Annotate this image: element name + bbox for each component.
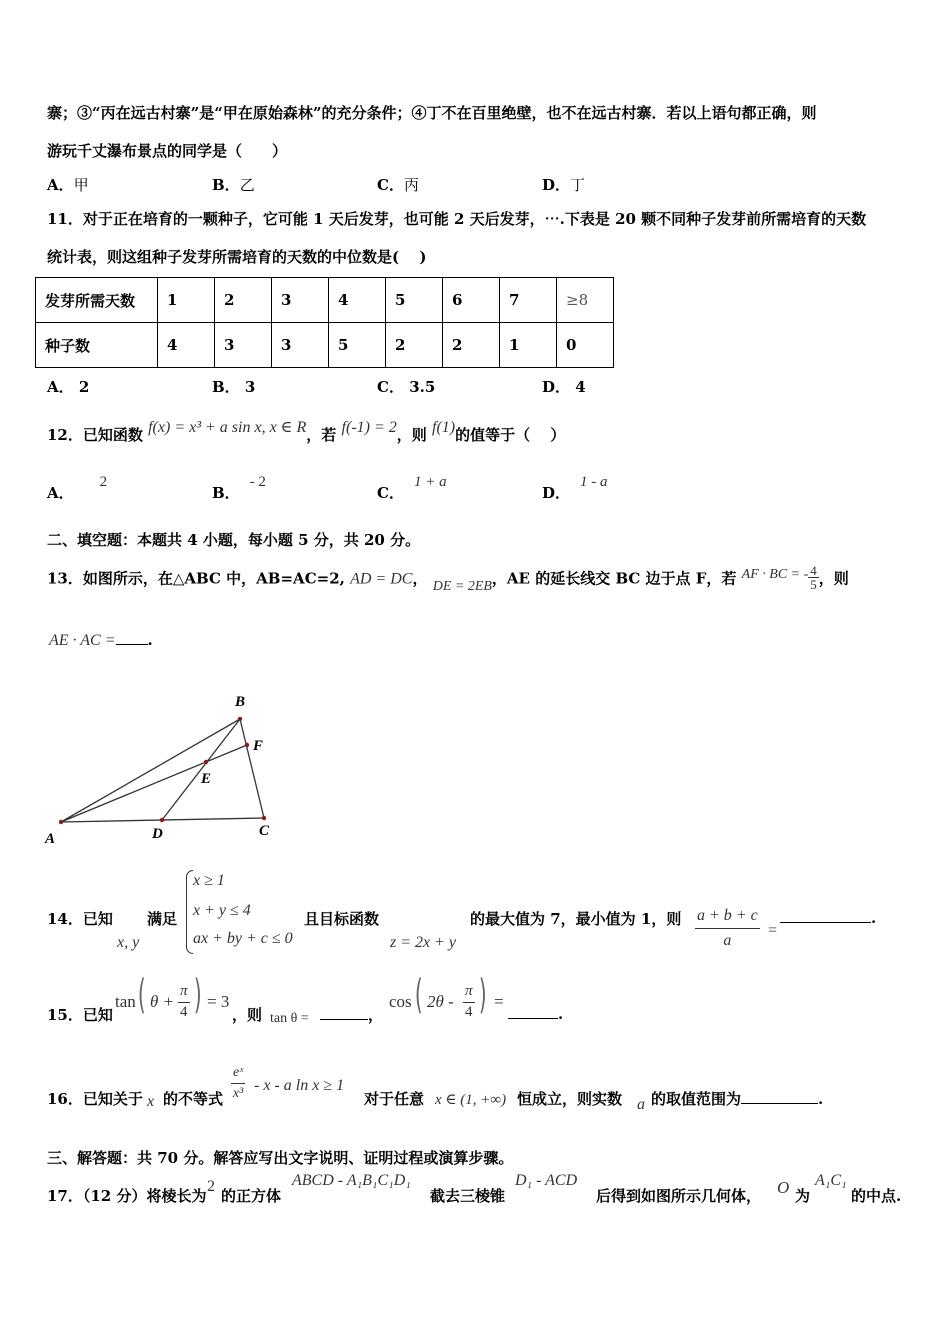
point-f [245, 743, 249, 747]
q15-answer-blank-1[interactable] [320, 1005, 368, 1020]
table-cell: ≥8 [557, 278, 614, 323]
q11-option-a: A． 2 [47, 378, 90, 396]
q13-ask: AE · AC = . [49, 631, 153, 649]
table-cell: 2 [386, 323, 443, 368]
segment-bd [162, 719, 240, 820]
table-row [36, 278, 614, 323]
table-cell: 3 [272, 323, 329, 368]
q15-left-paren-2: ( [414, 972, 423, 1018]
q12-stem: 12．已知函数 f(x) = x³ + a sin x, x ∈ R，若 f(-1) = 2，则 f(1)的值等于（ ） [47, 419, 566, 444]
point-e [204, 760, 208, 764]
q14-constraint-2: x + y ≤ 4 [193, 902, 251, 919]
q17-segment: A₁C₁ [815, 1172, 847, 1189]
table-cell: 2 [443, 323, 500, 368]
label-d: D [152, 826, 163, 842]
q12-option-a: A．2 [47, 474, 108, 502]
q16-domain: x ∈ (1, +∞) [435, 1092, 507, 1108]
table-cell: 5 [386, 278, 443, 323]
q10-option-c: C．丙 [377, 176, 419, 194]
q16-ineq-label: 的不等式 [163, 1090, 224, 1108]
q15-pi-over-4: $\frac{\pi}{4}$ [180, 983, 188, 1020]
q16-forall: 对于任意 [364, 1090, 425, 1108]
table-cell: 4 [329, 278, 386, 323]
q17-end: 的中点. [851, 1187, 902, 1205]
table-cell: 1 [158, 278, 215, 323]
q17-result: 后得到如图所示几何体， [596, 1187, 762, 1205]
q15-theta: θ + [150, 992, 175, 1011]
triangle-figure [40, 688, 280, 850]
label-e: E [201, 771, 212, 787]
q15-blank-2-wrap: . [508, 1004, 563, 1023]
q17-cut: 截去三棱锥 [430, 1187, 506, 1205]
q14-satisfies: 满足 [147, 910, 178, 928]
q10-option-d: D．丁 [542, 176, 586, 194]
q10-line2: 游玩千丈瀑布景点的同学是（ ） [47, 142, 288, 160]
label-a: A [45, 831, 56, 847]
q15-left-paren: ( [137, 972, 146, 1018]
q14-constraint-3: ax + by + c ≤ 0 [193, 930, 293, 947]
point-a [59, 820, 63, 824]
segment-bc [240, 719, 264, 818]
q15-blank-1-wrap: ， [320, 1004, 383, 1025]
segment-af [61, 745, 247, 822]
q14-constraint-1: x ≥ 1 [193, 872, 225, 889]
q14-fraction: $\frac{a + b + c}{a}$ [697, 907, 758, 949]
q11-option-c: C． 3.5 [377, 378, 436, 396]
table-cell: 2 [215, 278, 272, 323]
q15-cos: cos [389, 992, 412, 1011]
label-f: F [253, 738, 264, 754]
q15-answer-blank-2[interactable] [508, 1004, 558, 1019]
table-cell: 3 [215, 323, 272, 368]
q17-cube-label: 的正方体 [221, 1187, 282, 1205]
table-cell: 7 [500, 278, 557, 323]
seed-table [35, 277, 614, 368]
q12-target: f(1) [432, 419, 456, 436]
q15-right-paren-2: ) [478, 972, 487, 1018]
q14-objective: z = 2x + y [390, 934, 457, 951]
q16-const: 恒成立，则实数 [517, 1090, 623, 1108]
q12-option-b: B．- 2 [212, 474, 266, 502]
q16-a: a [637, 1096, 645, 1113]
q17-pyramid: D₁ - ACD [515, 1172, 578, 1189]
section-3-heading: 三、解答题：共 70 分。解答应写出文字说明、证明过程或演算步骤。 [47, 1149, 514, 1167]
q16-answer-blank[interactable] [741, 1089, 818, 1104]
section-2-heading: 二、填空题：本题共 4 小题，每小题 5 分，共 20 分。 [47, 531, 421, 549]
q11-line1: 11．对于正在培育的一颗种子，它可能 1 天后发芽，也可能 2 天后发芽，⋯.下表是 20 颗不同种子发芽前所需培育的天数 [47, 210, 867, 228]
system-brace [186, 870, 193, 954]
q16-range: 的取值范围为 . [651, 1090, 824, 1108]
label-c: C [259, 823, 270, 839]
q15-equals: = [494, 992, 504, 1011]
q12-option-c: C．1 + a [377, 474, 447, 502]
q15-then: ，则 [232, 1006, 263, 1024]
point-d [160, 818, 164, 822]
q14-equals: = [768, 922, 778, 939]
q12-function: f(x) = x³ + a sin x, x ∈ R [148, 419, 307, 436]
q14-answer-blank[interactable] [780, 908, 871, 923]
q17-o: O [777, 1178, 790, 1197]
q15-prefix: 15．已知 [47, 1006, 113, 1024]
q14-objective-label: 且目标函数 [304, 910, 380, 928]
q17-edge: 2 [207, 1178, 215, 1195]
q16-fraction: $\frac{\text{eˣ}}{\text{x³}}$ [232, 1065, 244, 1101]
q14-prefix: 14．已知 [47, 910, 113, 928]
q14-vars: x, y [117, 934, 140, 951]
table-cell: 种子数 [36, 323, 158, 368]
q11-line2: 统计表，则这组种子发芽所需培育的天数的中位数是( ) [47, 248, 427, 266]
q10-option-a: A．甲 [47, 176, 89, 194]
segment-ab [61, 719, 240, 822]
q11-option-d: D． 4 [542, 378, 586, 396]
q16-rest: - x - a ln x ≥ 1 [254, 1077, 345, 1094]
q12-option-d: D．1 - a [542, 474, 608, 502]
q13-stem: 13．如图所示，在△ABC 中，AB=AC=2, AD = DC， DE = 2EB，AE 的延长线交 BC 边于点 F，若 AF · BC = - $\frac{4}{5}$ ，则 [47, 563, 849, 594]
q12-condition: f(-1) = 2 [341, 419, 397, 436]
point-b [238, 717, 242, 721]
table-cell: 发芽所需天数 [36, 278, 158, 323]
q10-option-b: B．乙 [212, 176, 255, 194]
q15-right-paren: ) [193, 972, 202, 1018]
q15-tan: tan [115, 992, 136, 1011]
q17-is: 为 [795, 1187, 811, 1205]
table-row [36, 323, 614, 368]
q14-answer: . [780, 908, 876, 927]
q15-two-theta: 2θ - [427, 992, 454, 1011]
table-cell: 1 [500, 323, 557, 368]
table-cell: 6 [443, 278, 500, 323]
q16-var: x [147, 1093, 155, 1110]
table-cell: 3 [272, 278, 329, 323]
table-cell: 0 [557, 323, 614, 368]
q11-option-b: B． 3 [212, 378, 256, 396]
table-cell: 5 [329, 323, 386, 368]
q10-line1: 寨；③“丙在远古村寨”是“甲在原始森林”的充分条件；④丁不在百里绝壁，也不在远古村寨．若以上语句都正确，则 [47, 104, 817, 122]
q15-tan-theta: tan θ = [270, 1011, 309, 1026]
q15-equals-3: = 3 [207, 992, 230, 1011]
q14-condition: 的最大值为 7，最小值为 1，则 [470, 910, 682, 928]
table-cell: 4 [158, 323, 215, 368]
q16-prefix: 16．已知关于 [47, 1090, 143, 1108]
q17-cube: ABCD - A₁B₁C₁D₁ [292, 1172, 411, 1189]
q15-pi-over-4-b: $\frac{\pi}{4}$ [465, 983, 473, 1020]
point-c [262, 816, 266, 820]
label-b: B [235, 694, 246, 710]
q17-prefix: 17．（12 分）将棱长为 [47, 1187, 207, 1205]
q13-answer-blank[interactable] [116, 630, 148, 645]
